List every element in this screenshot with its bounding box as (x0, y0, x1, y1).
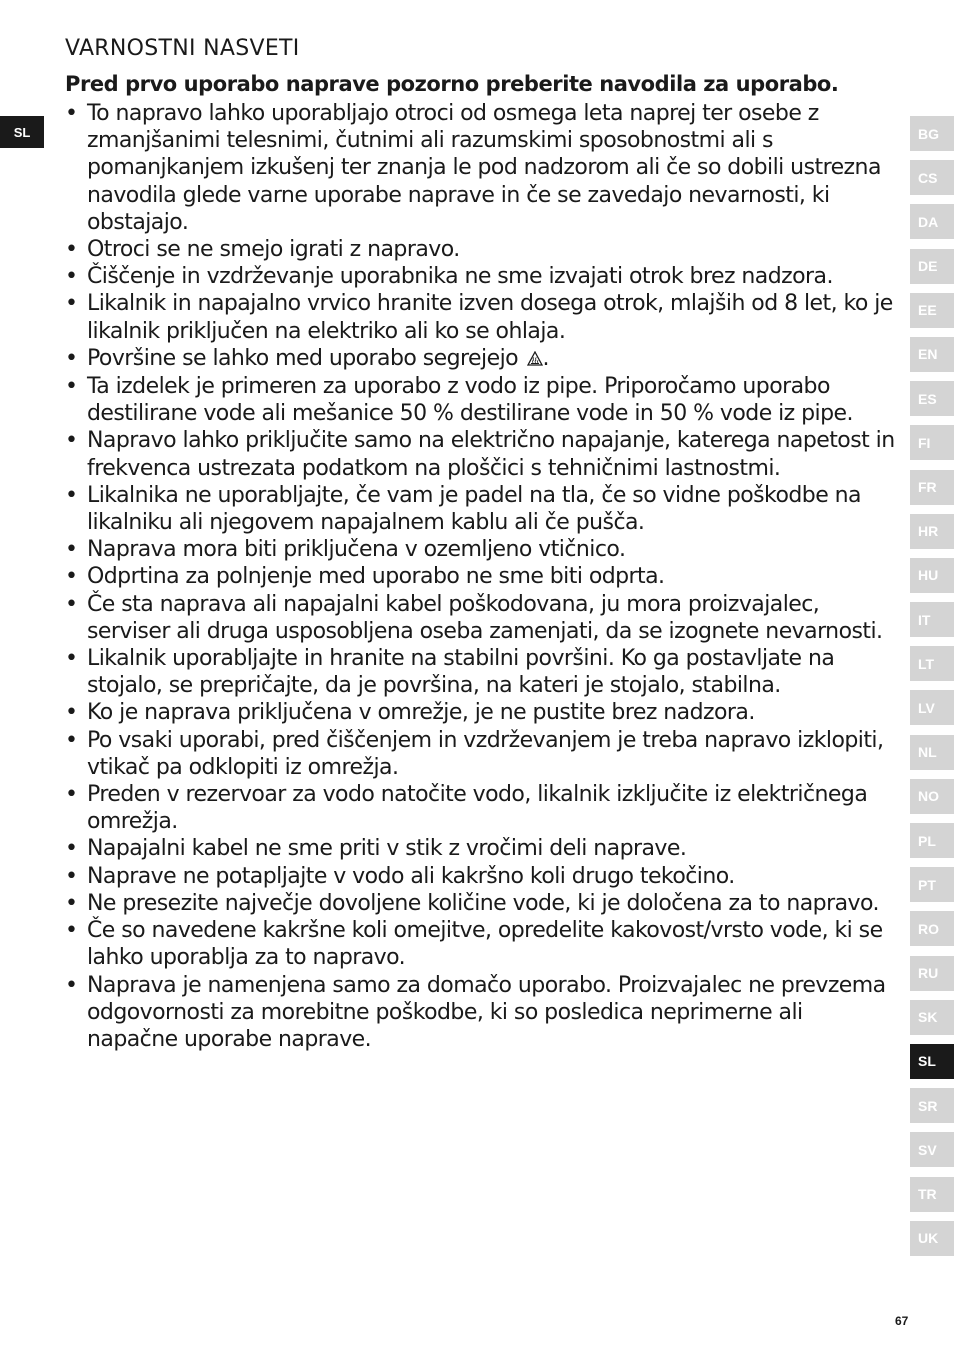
language-tab[interactable]: FI (910, 425, 954, 460)
list-item: • Napajalni kabel ne sme priti v stik z vročimi deli naprave. (65, 835, 895, 862)
list-item-suffix: . (542, 345, 549, 371)
list-item: • Otroci se ne smejo igrati z napravo. (65, 236, 895, 263)
side-language-tab: SL (0, 116, 44, 148)
list-item-text: Površine se lahko med uporabo segrejejo (87, 345, 519, 371)
language-tab[interactable]: PL (910, 823, 954, 858)
hot-surface-warning-icon (527, 346, 543, 373)
list-item: • Ko je naprava priključena v omrežje, je ne pustite brez nadzora. (65, 699, 895, 726)
list-item: • Likalnika ne uporabljajte, če vam je padel na tla, če so vidne poškodbe na likalniku ali njegovem napajalnem kablu ali če pušča. (65, 482, 895, 536)
language-tab[interactable]: NL (910, 735, 954, 770)
list-item (65, 345, 895, 373)
language-tab[interactable]: EE (910, 293, 954, 328)
language-tab[interactable]: PT (910, 867, 954, 902)
list-item: • Naprava mora biti priključena v ozemljeno vtičnico. (65, 536, 895, 563)
list-item: • Odprtina za polnjenje med uporabo ne sme biti odprta. (65, 563, 895, 590)
language-tab[interactable]: DE (910, 249, 954, 284)
language-tab[interactable]: IT (910, 602, 954, 637)
language-tab[interactable]: NO (910, 779, 954, 814)
language-tab[interactable]: LT (910, 646, 954, 681)
list-item: • Likalnik uporabljajte in hranite na stabilni površini. Ko ga postavljate na stojalo, se prepričajte, da je površina, na kateri je stojalo, stabilna. (65, 645, 895, 699)
list-item: • Ta izdelek je primeren za uporabo z vodo iz pipe. Priporočamo uporabo destilirane vode ali mešanice 50 % destilirane vode in 50 % vode iz pipe. (65, 373, 895, 427)
section-title: VARNOSTNI NASVETI (65, 36, 300, 61)
language-tabs (910, 116, 954, 1265)
list-item: • Po vsaki uporabi, pred čiščenjem in vzdrževanjem je treba napravo izklopiti, vtikač pa odklopiti iz omrežja. (65, 727, 895, 781)
language-tab[interactable]: RU (910, 956, 954, 991)
language-tab[interactable]: HR (910, 514, 954, 549)
language-tab[interactable]: FR (910, 470, 954, 505)
list-item: • Preden v rezervoar za vodo natočite vodo, likalnik izključite iz električnega omrežja. (65, 781, 895, 835)
language-tab[interactable]: CS (910, 160, 954, 195)
language-tab[interactable]: TR (910, 1177, 954, 1212)
language-tab[interactable]: BG (910, 116, 954, 151)
language-tab[interactable]: UK (910, 1221, 954, 1256)
list-item: • Ne presezite največje dovoljene količine vode, ki je določena za to napravo. (65, 890, 895, 917)
language-tab-active[interactable]: SL (910, 1044, 954, 1079)
list-item: • Likalnik in napajalno vrvico hranite izven dosega otrok, mlajših od 8 let, ko je likalnik priključen na elektriko ali ko se ohlaja. (65, 290, 895, 344)
language-tab[interactable]: LV (910, 690, 954, 725)
list-item: • Naprave ne potapljajte v vodo ali kakršno koli drugo tekočino. (65, 863, 895, 890)
language-tab[interactable]: ES (910, 381, 954, 416)
list-item: • To napravo lahko uporabljajo otroci od osmega leta naprej ter osebe z zmanjšanimi telesnimi, čutnimi ali razumskimi sposobnostmi ali s pomanjkanjem izkušenj ter znanja le pod nadzorom ali če so dobili ustrezna navodila glede varne uporabe naprave in če se zavedajo nevarnosti, ki obstajajo. (65, 100, 895, 236)
list-item: • Naprava je namenjena samo za domačo uporabo. Proizvajalec ne prevzema odgovornosti za morebitne poškodbe, ki so posledica neprimerne ali napačne uporabe naprave. (65, 972, 895, 1054)
language-tab[interactable]: EN (910, 337, 954, 372)
language-tab[interactable]: SR (910, 1088, 954, 1123)
lead-instruction: Pred prvo uporabo naprave pozorno preberite navodila za uporabo. (65, 72, 839, 96)
list-item: • Če sta naprava ali napajalni kabel poškodovana, ju mora proizvajalec, serviser ali druga usposobljena oseba zamenjati, da se izognete nevarnosti. (65, 591, 895, 645)
language-tab[interactable]: RO (910, 911, 954, 946)
list-item: • Čiščenje in vzdrževanje uporabnika ne sme izvajati otrok brez nadzora. (65, 263, 895, 290)
safety-list (65, 100, 895, 1053)
list-item: • Če so navedene kakršne koli omejitve, opredelite kakovost/vrsto vode, ki se lahko uporablja za to napravo. (65, 917, 895, 971)
page-number: 67 (895, 1314, 909, 1328)
language-tab[interactable]: SK (910, 1000, 954, 1035)
language-tab[interactable]: DA (910, 204, 954, 239)
language-tab[interactable]: SV (910, 1132, 954, 1167)
list-item: • Napravo lahko priključite samo na električno napajanje, katerega napetost in frekvenca ustrezata podatkom na ploščici s tehničnimi lastnostmi. (65, 427, 895, 481)
language-tab[interactable]: HU (910, 558, 954, 593)
